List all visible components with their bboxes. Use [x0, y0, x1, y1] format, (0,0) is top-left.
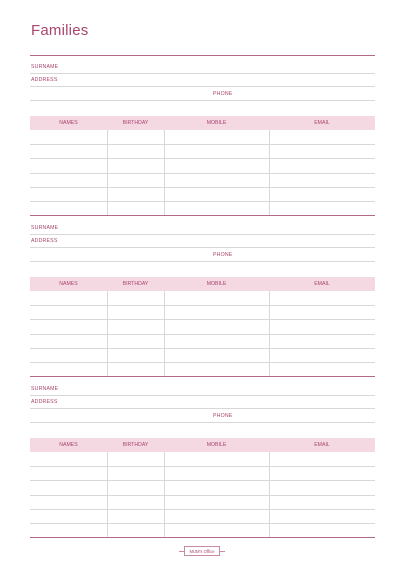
column-header-names: NAMES: [59, 281, 78, 287]
surname-field[interactable]: [30, 73, 375, 74]
surname-label: SURNAME: [31, 386, 59, 392]
phone-label: PHONE: [213, 413, 233, 419]
table-row[interactable]: [30, 523, 375, 524]
column-divider: [164, 452, 165, 537]
table-row[interactable]: [30, 215, 375, 216]
address-label: ADDRESS: [31, 238, 58, 244]
column-divider: [107, 452, 108, 537]
column-header-mobile: MOBILE: [206, 442, 227, 448]
table-header: [30, 116, 375, 130]
column-header-mobile: MOBILE: [206, 120, 227, 126]
footer-brand: MUM's Office: [184, 546, 220, 556]
table-row[interactable]: [30, 201, 375, 202]
surname-field[interactable]: [30, 234, 375, 235]
table-row[interactable]: [30, 173, 375, 174]
column-header-email: EMAIL: [314, 120, 330, 126]
column-header-birthday: BIRTHDAY: [122, 442, 149, 448]
title-divider: [30, 55, 375, 56]
address-field[interactable]: [30, 247, 375, 248]
phone-field[interactable]: [30, 422, 375, 423]
phone-label: PHONE: [213, 252, 233, 258]
column-divider: [107, 291, 108, 376]
surname-label: SURNAME: [31, 64, 59, 70]
surname-field[interactable]: [30, 395, 375, 396]
table-row[interactable]: [30, 480, 375, 481]
phone-field[interactable]: [30, 100, 375, 101]
column-header-mobile: MOBILE: [206, 281, 227, 287]
table-row[interactable]: [30, 158, 375, 159]
column-header-email: EMAIL: [314, 442, 330, 448]
column-divider: [269, 291, 270, 376]
table-row[interactable]: [30, 305, 375, 306]
table-row[interactable]: [30, 334, 375, 335]
table-row[interactable]: [30, 187, 375, 188]
phone-field[interactable]: [30, 261, 375, 262]
table-row[interactable]: [30, 376, 375, 377]
column-header-email: EMAIL: [314, 281, 330, 287]
address-label: ADDRESS: [31, 77, 58, 83]
column-header-names: NAMES: [59, 442, 78, 448]
address-label: ADDRESS: [31, 399, 58, 405]
column-header-names: NAMES: [59, 120, 78, 126]
page-title: Families: [31, 22, 89, 39]
table-header: [30, 277, 375, 291]
table-row[interactable]: [30, 495, 375, 496]
table-header: [30, 438, 375, 452]
column-divider: [269, 130, 270, 215]
column-divider: [107, 130, 108, 215]
column-divider: [164, 291, 165, 376]
table-row[interactable]: [30, 509, 375, 510]
table-row[interactable]: [30, 537, 375, 538]
table-row[interactable]: [30, 319, 375, 320]
column-divider: [269, 452, 270, 537]
table-row[interactable]: [30, 466, 375, 467]
column-divider: [164, 130, 165, 215]
surname-label: SURNAME: [31, 225, 59, 231]
column-header-birthday: BIRTHDAY: [122, 281, 149, 287]
table-row[interactable]: [30, 144, 375, 145]
table-row[interactable]: [30, 348, 375, 349]
address-field[interactable]: [30, 408, 375, 409]
table-row[interactable]: [30, 362, 375, 363]
address-field[interactable]: [30, 86, 375, 87]
column-header-birthday: BIRTHDAY: [122, 120, 149, 126]
phone-label: PHONE: [213, 91, 233, 97]
